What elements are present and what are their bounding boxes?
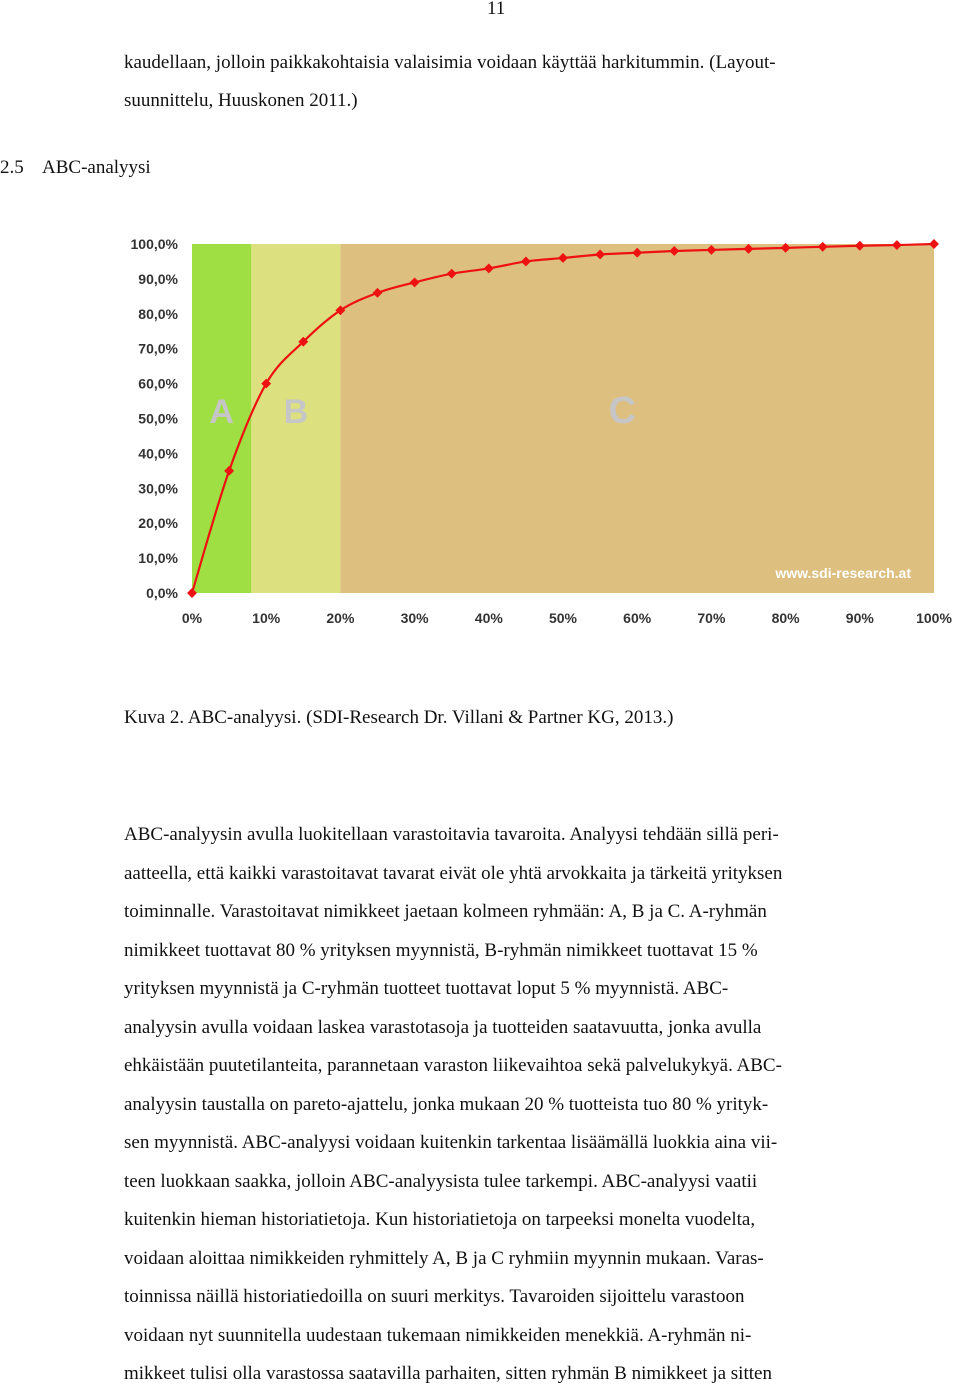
x-tick-label: 50% <box>548 610 578 626</box>
y-tick-label: 30,0% <box>138 480 178 497</box>
body-line: mikkeet tulisi olla varastossa saatavilla parhaiten, sitten ryhmän B nimikkeet ja sitten <box>124 1363 772 1384</box>
x-tick-label: 80% <box>771 610 800 626</box>
x-tick-label: 70% <box>697 610 726 626</box>
zone-label-b: B <box>283 393 309 431</box>
y-tick-label: 20,0% <box>138 515 178 532</box>
x-tick-label: 30% <box>400 610 429 626</box>
y-tick-label: 10,0% <box>138 550 178 567</box>
intro-line: kaudellaan, jolloin paikkakohtaisia valaisimia voidaan käyttää harkitummin. (Layout- <box>124 52 776 73</box>
y-tick-label: 50,0% <box>138 410 178 427</box>
y-tick-label: 100,0% <box>130 236 178 252</box>
abc-chart <box>118 228 960 636</box>
body-line: sen myynnistä. ABC-analyysi voidaan kuitenkin tarkentaa lisäämällä luokkia aina vii- <box>124 1132 778 1153</box>
body-line: ehkäistään puutetilanteita, parannetaan varaston liikevaihtoa sekä palvelukykyä. ABC- <box>124 1055 782 1076</box>
x-tick-label: 60% <box>623 610 652 626</box>
watermark-text: www.sdi-research.at <box>775 565 911 581</box>
y-tick-label: 60,0% <box>138 375 178 392</box>
body-line: analyysin taustalla on pareto-ajattelu, jonka mukaan 20 % tuotteista tuo 80 % yrityk- <box>124 1093 769 1115</box>
x-tick-label: 100% <box>916 610 952 626</box>
body-line: analyysin avulla voidaan laskea varastotasoja ja tuotteiden saatavuutta, jonka avulla <box>124 1016 762 1038</box>
y-tick-label: 90,0% <box>138 270 178 287</box>
body-line: ABC-analyysin avulla luokitellaan varastoitavia tavaroita. Analyysi tehdään sillä peri- <box>124 824 779 845</box>
abc-chart-figure <box>118 228 960 636</box>
body-line: toiminnalle. Varastoitavat nimikkeet jaetaan kolmeen ryhmään: A, B ja C. A-ryhmän <box>124 901 767 922</box>
body-line: voidaan aloittaa nimikkeiden ryhmittely A, B ja C ryhmiin myynnin mukaan. Varas- <box>124 1247 764 1269</box>
x-tick-label: 10% <box>252 610 281 626</box>
zone-label-c: C <box>608 390 637 432</box>
x-tick-label: 20% <box>326 610 355 626</box>
x-tick-label: 0% <box>181 610 203 626</box>
y-tick-label: 0,0% <box>146 585 178 601</box>
body-line: yrityksen myynnistä ja C-ryhmän tuotteet tuottavat loput 5 % myynnistä. ABC- <box>124 978 729 999</box>
x-tick-label: 90% <box>845 610 874 626</box>
intro-line: suunnittelu, Huuskonen 2011.) <box>124 90 358 111</box>
y-tick-label: 80,0% <box>138 305 178 322</box>
body-line: aatteella, että kaikki varastoitavat tavarat eivät ole yhtä arvokkaita ja tärkeitä yrityksen <box>124 862 783 884</box>
y-tick-label: 70,0% <box>138 340 178 357</box>
y-axis-ticks <box>131 236 179 601</box>
section-title: ABC-analyysi <box>42 157 151 178</box>
section-heading <box>0 157 151 179</box>
body-line: toinnissa näillä historiatiedoilla on suuri merkitys. Tavaroiden sijoittelu varastoon <box>124 1286 745 1307</box>
body-line: voidaan nyt suunnitella uudestaan tukemaan nimikkeiden menekkiä. A-ryhmän ni- <box>124 1324 752 1346</box>
zone-label-a: A <box>209 393 234 431</box>
body-line: nimikkeet tuottavat 80 % yrityksen myynnistä, B-ryhmän nimikkeet tuottavat 15 % <box>124 939 758 961</box>
y-tick-label: 40,0% <box>138 445 178 462</box>
x-axis-ticks <box>182 610 953 626</box>
page-number: 11 <box>487 0 506 19</box>
body-line: teen luokkaan saakka, jolloin ABC-analyysista tulee tarkempi. ABC-analyysi vaatii <box>124 1170 758 1192</box>
figure-caption: Kuva 2. ABC-analyysi. (SDI-Research Dr. Villani & Partner KG, 2013.) <box>124 707 674 728</box>
zone-c <box>340 244 934 593</box>
section-number: 2.5 <box>0 157 24 178</box>
body-line: kuitenkin hieman historiatietoja. Kun historiatietoja on tarpeeksi monelta vuodelta, <box>124 1209 756 1230</box>
intro-paragraph <box>124 44 900 120</box>
body-paragraph <box>124 816 900 1394</box>
x-tick-label: 40% <box>474 610 503 626</box>
